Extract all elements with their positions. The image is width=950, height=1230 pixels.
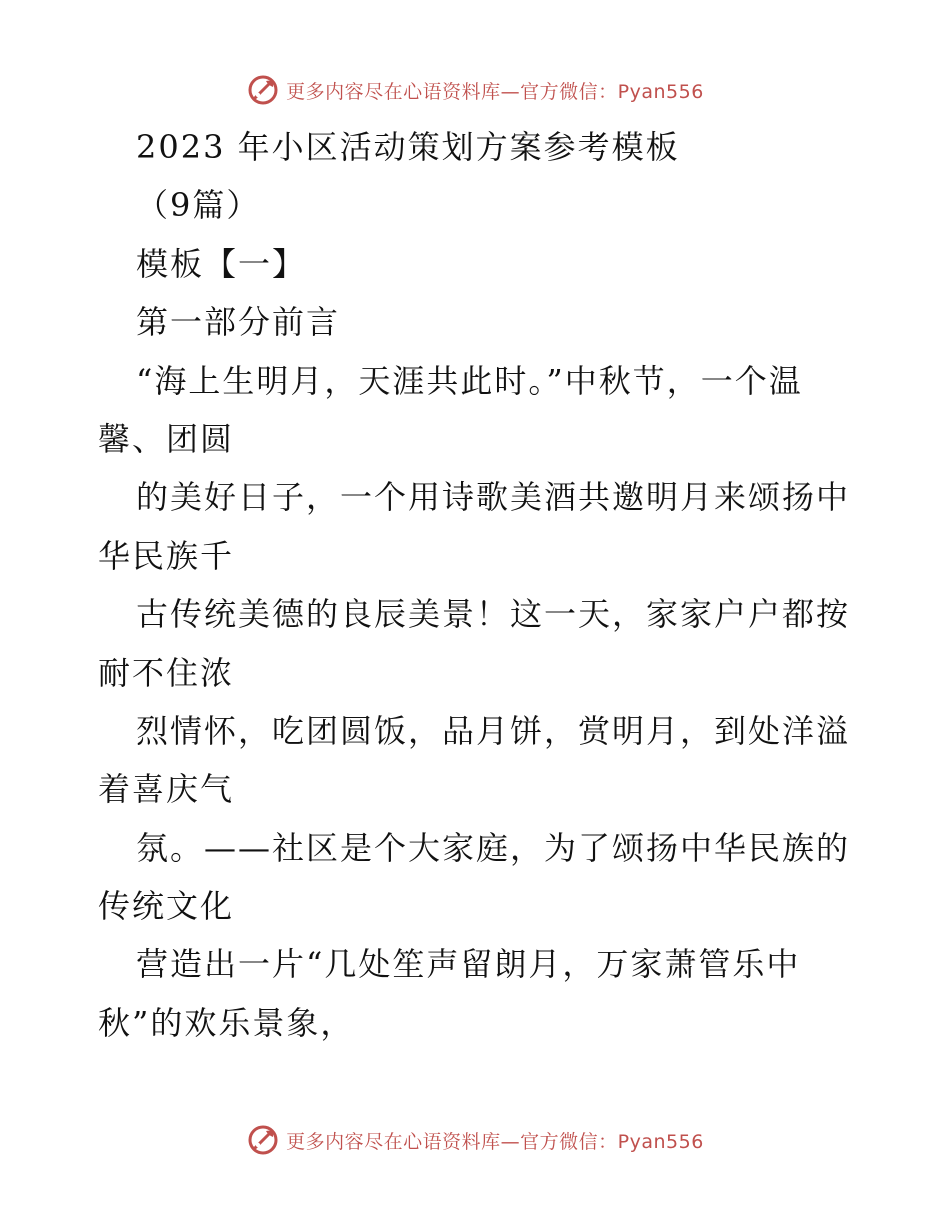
quill-seal-logo-icon — [246, 73, 280, 107]
paragraph-line: 古传统美德的良辰美景！这一天，家家户户都按 — [136, 595, 851, 634]
paragraph-line: 营造出一片“几处笙声留朗月，万家萧管乐中 — [136, 945, 801, 984]
document-body — [98, 118, 858, 1052]
paragraph-line: 馨、团圆 — [98, 419, 235, 458]
document-title: 2023 年小区活动策划方案参考模板 — [136, 128, 680, 166]
paragraph-line: 秋”的欢乐景象， — [98, 1003, 355, 1042]
watermark-text: 更多内容尽在心语资料库—官方微信：Pyan556 — [286, 80, 704, 103]
paragraph-line: 耐不住浓 — [98, 653, 235, 692]
paragraph-line: 传统文化 — [98, 887, 235, 926]
paragraph-line: 的美好日子，一个用诗歌美酒共邀明月来颂扬中 — [136, 478, 851, 517]
paragraph-line: 氛。——社区是个大家庭，为了颂扬中华民族的 — [136, 828, 851, 867]
paragraph-line: 着喜庆气 — [98, 770, 235, 809]
watermark-text: 更多内容尽在心语资料库—官方微信：Pyan556 — [286, 1130, 704, 1153]
paragraph-line: 烈情怀，吃团圆饭，品月饼，赏明月，到处洋溢 — [136, 711, 851, 750]
part-heading: 第一部分前言 — [136, 303, 341, 342]
paragraph-line: 华民族千 — [98, 536, 235, 575]
footer-watermark — [0, 1120, 950, 1160]
section-heading: 模板【一】 — [136, 244, 307, 283]
paragraph-line: “海上生明月，天涯共此时。”中秋节，一个温 — [136, 361, 803, 400]
document-subtitle: （9篇） — [136, 186, 261, 225]
quill-seal-logo-icon — [246, 1123, 280, 1157]
header-watermark — [0, 70, 950, 110]
